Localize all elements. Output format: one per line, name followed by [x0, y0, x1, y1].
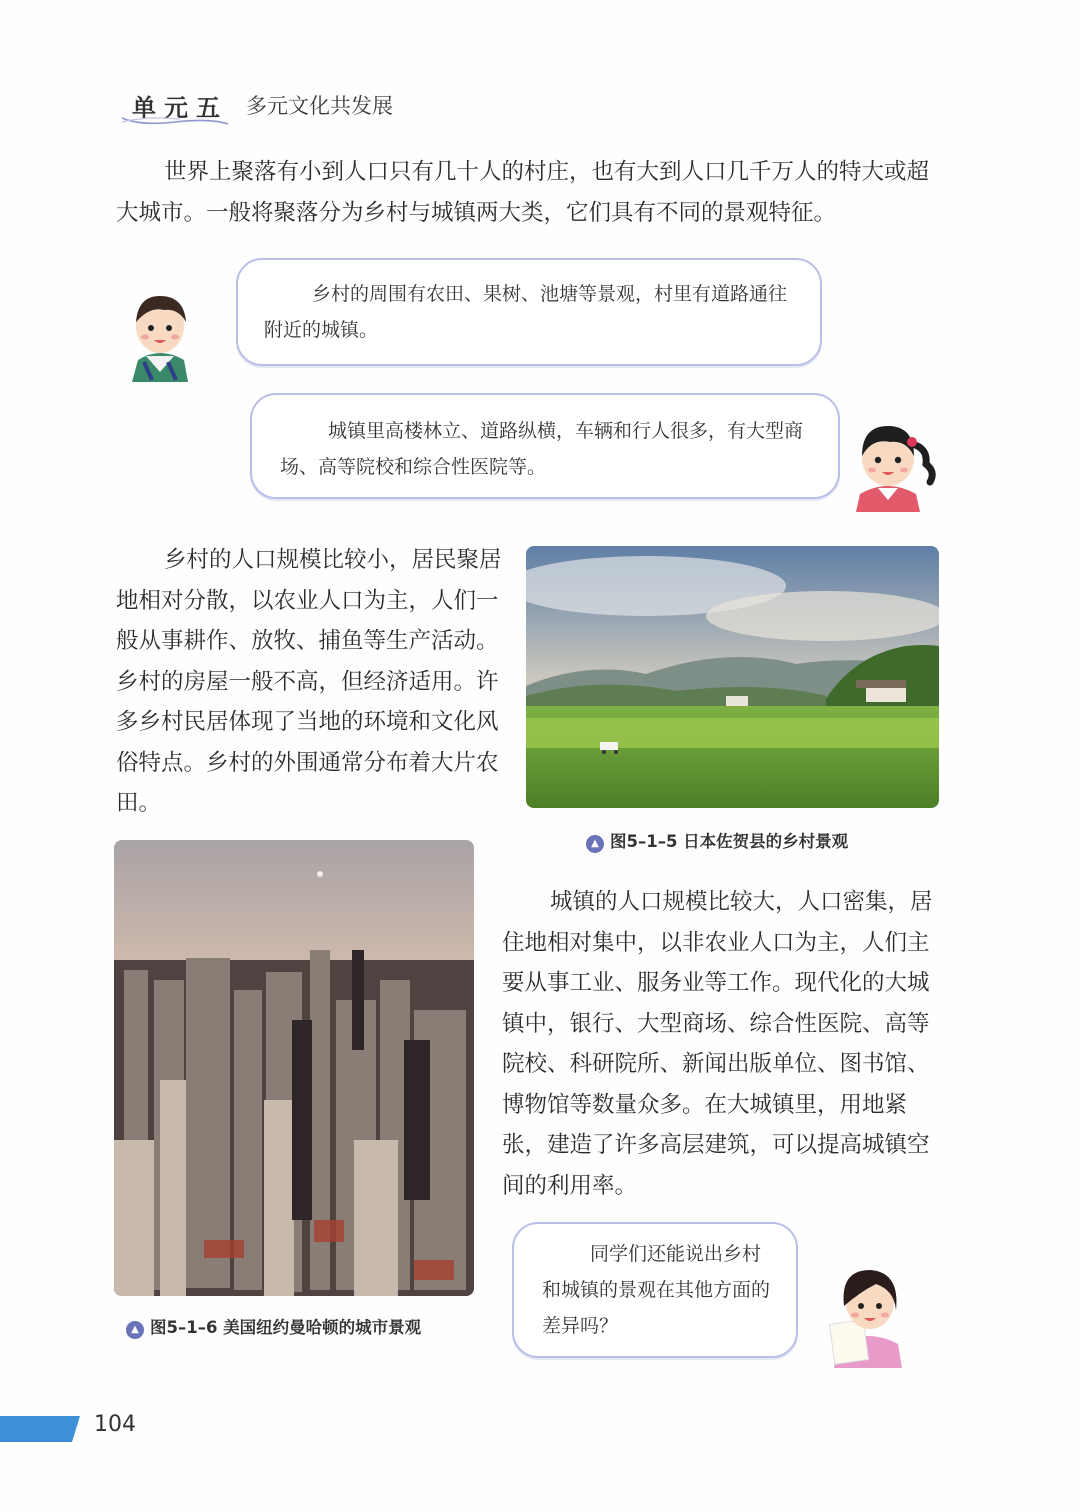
- speech-bubble-girl: 城镇里高楼林立、道路纵横，车辆和行人很多，有大型商场、高等院校和综合性医院等。: [250, 393, 840, 499]
- teacher-character-illustration: [824, 1254, 914, 1368]
- figure-caption-manhattan: [126, 1314, 421, 1339]
- intro-paragraph: 世界上聚落有小到人口只有几十人的村庄，也有大到人口几千万人的特大或超大城市。一般将聚落分为乡村与城镇两大类，它们具有不同的景观特征。: [116, 159, 930, 226]
- page-number: 104: [94, 1412, 136, 1437]
- page-number-bar: [0, 1416, 80, 1442]
- rural-paragraph: 乡村的人口规模比较小，居民聚居地相对分散，以农业人口为主，人们一般从事耕作、放牧、捕鱼等生产活动。乡村的房屋一般不高，但经济适用。许多乡村民居体现了当地的环境和文化风俗特点。乡村的外围通常分布着大片农田。: [116, 547, 502, 816]
- figure-caption-rural: [586, 828, 848, 853]
- unit-title: 多元文化共发展: [246, 94, 393, 118]
- urban-paragraph: 城镇的人口规模比较大，人口密集，居住地相对集中，以非农业人口为主，人们主要从事工业、服务业等工作。现代化的大城镇中，银行、大型商场、综合性医院、高等院校、科研院所、新闻出版单位、图书馆、博物馆等数量众多。在大城镇里，用地紧张，建造了许多高层建筑，可以提高城镇空间的利用率。: [502, 889, 933, 1199]
- speech-bubble-boy: 乡村的周围有农田、果树、池塘等景观，村里有道路通往附近的城镇。: [236, 258, 822, 366]
- rural-landscape-photo: [526, 546, 939, 808]
- girl-character-illustration: [846, 408, 942, 512]
- triangle-icon: ▲: [586, 835, 604, 853]
- figure-caption-rural-text: 图5–1–5 日本佐贺县的乡村景观: [610, 832, 849, 851]
- figure-caption-manhattan-text: 图5–1–6 美国纽约曼哈顿的城市景观: [150, 1318, 422, 1337]
- speech-bubble-teacher: 同学们还能说出乡村和城镇的景观在其他方面的差异吗？: [512, 1222, 798, 1358]
- triangle-icon: ▲: [126, 1321, 144, 1339]
- boy-character-illustration: [124, 282, 196, 382]
- manhattan-cityscape-photo: [114, 840, 474, 1296]
- unit-label-swirl: [120, 112, 230, 128]
- unit-label: 单元五: [132, 94, 228, 122]
